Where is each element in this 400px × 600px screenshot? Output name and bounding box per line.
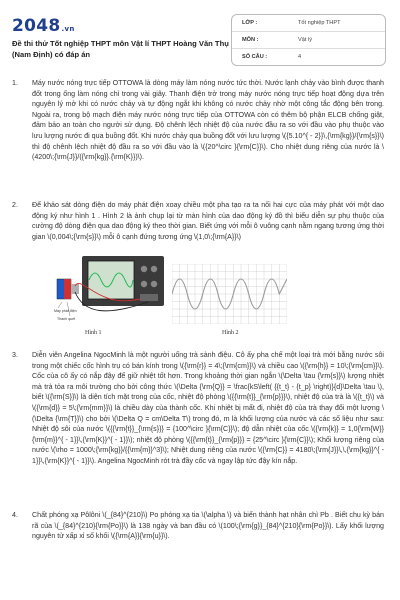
figure-2-caption: Hình 2 [222, 330, 239, 336]
meta-row-count [232, 49, 385, 65]
meta-box [231, 14, 386, 66]
figures [32, 254, 377, 342]
question-number: 1. [12, 79, 18, 87]
question-number: 4. [12, 511, 18, 519]
meta-value: Tốt nghiệp THPT [298, 20, 341, 26]
logo-suffix: .vn [61, 25, 75, 33]
scope-label: Thanh quét [57, 317, 76, 321]
question-item [12, 350, 384, 467]
question-number: 2. [12, 201, 18, 209]
meta-key: LỚP : [242, 20, 258, 26]
header [12, 10, 388, 82]
question-item [12, 78, 384, 163]
question-number: 3. [12, 351, 18, 359]
question-text: Chất phóng xạ Pôlôni \(_{84}^{210}\) Po phóng xạ tia \(\alpha \) và biến thành hạt nhân chì Pb . Biết chu kỳ bán rã của \(_{84}^{210}{\rm{Po}}\) là 138 ngày và ban đầu có \(100\;{\rm{g}}_{84}^{210}{\rm{Po}}\). Lấy khối lượng nguyên tử xấp xỉ số khối \({\rm{A}}{\rm{u}}\). [32, 511, 384, 541]
meta-value: 4 [298, 54, 302, 60]
question-text: Để khảo sát dòng điện do máy phát điện xoay chiều một pha tạo ra ta nối hai cực của máy phát với một dao động ký như hình 1 . Hình 2 là ảnh chụp lại từ màn hình của dao động ký đồ thì biểu diễn sự phụ thuộc của cường độ dòng điện qua dao động ký theo thời gian. Biết ứng với mỗi ô vuông cạnh nằm ngang tương ứng thời gian \(0,004\;{\rm{s}}\) mỗi ô cạnh đứng tương ứng \(1,0\;{\rm{A}}\) [32, 201, 384, 241]
question-item [12, 510, 384, 542]
meta-key: SỐ CÂU : [242, 54, 268, 60]
meta-row-subject [232, 32, 385, 49]
question-item [12, 200, 384, 242]
logo-name: 2048 [12, 16, 61, 36]
meta-row-class [232, 15, 385, 32]
figure-1-caption: Hình 1 [85, 330, 102, 336]
generator-oscilloscope-image [52, 254, 172, 324]
oscilloscope-graph [172, 264, 287, 324]
generator-label: Máy phát điện [54, 309, 77, 313]
page-title: Đề thi thử Tốt nghiệp THPT môn Vật lí THPT Hoàng Văn Thụ (Nam Định) có đáp án [12, 39, 229, 59]
meta-value: Vật lý [298, 37, 312, 43]
question-text: Máy nước nóng trực tiếp OTTOWA là dòng máy làm nóng nước tức thời. Nước lạnh chảy vào bình được thanh đốt trong ống làm nóng chỉ trong vài giây. Thanh điện trở trong máy nước nóng trực tiếp hoạt động dựa trên nguyên lý mở khi có nước chảy và tự động ngắt khi không có nước chảy nhờ một công tắc động bên trong. Ngoài ra, trong bộ mạch điện máy nước nóng trực tiếp của OTTOWA còn có thêm bộ phận ELCB chống giật, đảm bảo an toàn cho người sử dụng. Độ chênh lệch nhiệt độ của nước đầu ra so với đầu vào phụ thuộc vào lưu lượng nước đi qua buồng đốt. Khi nước chảy qua buồng đốt với lưu lượng \({5.10^{ - 2}}\,{\rm{kg}}/{\rm{s}}\) thì độ chênh lệch nhiệt độ đầu ra so với đầu vào là \({20^\circ }{\rm{C}}\). Cho nhiệt dung riêng của nước là \(4200\;{\rm{J}}/({\rm{kg}}.{\rm{K}})\). [32, 79, 384, 162]
meta-key: MÔN : [242, 37, 259, 43]
question-text: Diễn viên Angelina NgocMinh là một người uống trà sành điệu. Cô ấy pha chế một loại trà mới bằng nước sôi trong một chiếc cốc hình trụ có bán kính trong \({\rm{r}} = 4\;{\rm{cm}}\) và chiều cao \({\rm{h}} = 10\;{\rm{cm}}\). Cốc của cô ấy có nắp đậy để giữ nhiệt tốt hơn. Trong khoảng thời gian ngắn \(\Delta \tau {\rm{s}}\) lượng nhiệt mà trà tỏa ra môi trường cho bởi công thức \(\Delta {\rm{Q}} = \frac{kS\left( {{t_t} - {t_p} \right)}{d}\Delta \tau \), biết \({\rm{S}}\) là diện tích mặt trong của cốc, nhiệt độ phòng \({{\rm{t}}_{\rm{p}}}\), nhiệt độ của trà là \({t_t}\) và \({\rm{d}} = 5\;{\rm{mm}}\) là chiều dày của thành cốc. Khi nhiệt bị mất đi, nhiệt độ của trà thay đổi một lượng \(\Delta {\rm{T}}\) cho bởi \(\Delta Q = cm\Delta T\) trong đó, m là khối lượng của nước và các số liệu như sau: Nhiệt độ sôi của nước \({{\rm{t}}_{\rm{s}}} = {100^\circ }{\rm{C}}\); độ dẫn nhiệt của cốc \({\rm{k}} = 1,0{\rm{W}}{\rm{m}}^{ - 1}}\,{\rm{K}}^{ - 1}}\); nhiệt độ phòng \({{\rm{t}}_{\rm{p}}} = {25^\circ }{\rm{C}}\); Khối lượng riêng của nước \(\rho = 1000\;{\rm{kg}}/{{\rm{m}}^3}\); Nhiệt dung riêng của nước \({\rm{C}} = 4180\;{\rm{J}}\,\,{\rm{kg}}^{ - 1}}\,{\rm{K}}^{ - 1}}\). Angelina NgocMinh rót trà đầy cốc và ngay lập tức đậy kín nắp. [32, 351, 384, 465]
site-logo[interactable] [12, 16, 75, 36]
